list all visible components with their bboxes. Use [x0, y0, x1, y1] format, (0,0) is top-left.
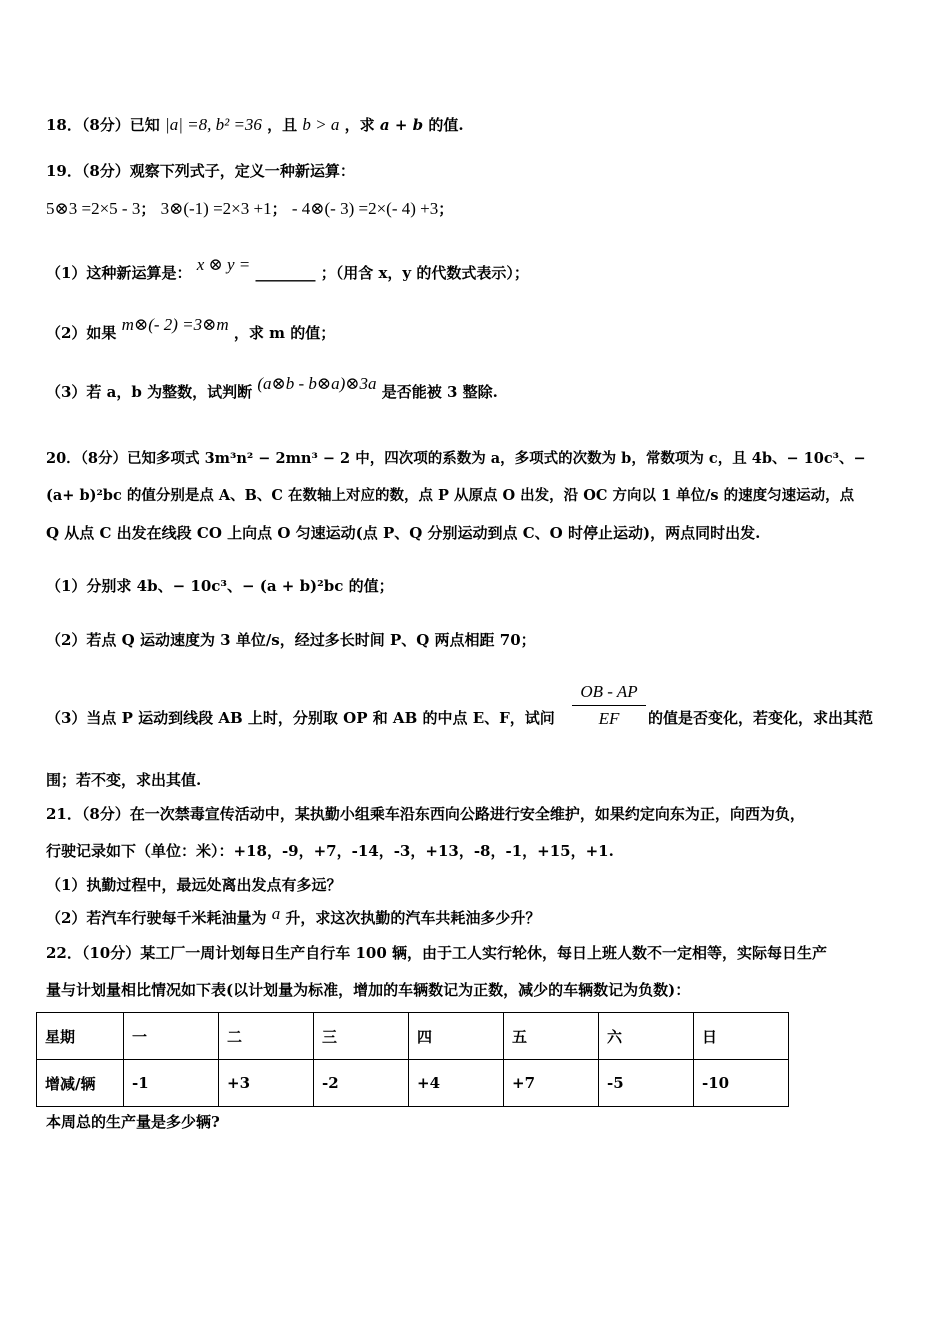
q21-part-2 [46, 904, 541, 929]
table-cell: 五 [504, 1013, 599, 1060]
table-cell: -10 [694, 1060, 789, 1107]
q18-condition-1: |a| =8, b² =36 [165, 115, 262, 134]
q19-p1-label: （1）这种新运算是： [46, 264, 192, 282]
q21-line-1: 21．（8分）在一次禁毒宣传活动中，某执勤小组乘车沿东西向公路进行安全维护，如果约定向东为正，向西为负， [46, 805, 805, 823]
q19-p1-expression: x ⊗ y = [196, 255, 251, 274]
q21-line-2: 行驶记录如下（单位：米）：+18，-9，+7，-14，-3，+13，-8，-1，+15，+1. [46, 842, 614, 860]
q22-question: 本周总的生产量是多少辆? [46, 1113, 220, 1131]
q20-part-3-a: （3）当点 P 运动到线段 AB 上时，分别取 OP 和 AB 的中点 E、F，试问 [46, 709, 555, 727]
q19-sep-1: ； [140, 200, 156, 218]
q20-part-2: （2）若点 Q 运动速度为 3 单位/s，经过多长时间 P、Q 两点相距 70； [46, 631, 536, 649]
q18-lead: 18．（8分）已知 [46, 116, 160, 134]
q19-part-3 [46, 374, 498, 403]
q18-line [46, 114, 464, 136]
q19-p2-expression: m⊗(- 2) =3⊗m [121, 315, 229, 334]
q18-mid: ，且 [267, 116, 298, 134]
q19-example-3: - 4⊗(- 3) =2×(- 4) +3 [291, 199, 439, 218]
q19-p1-blank: ________ [255, 264, 316, 282]
q20-fraction-numerator: OB - AP [572, 682, 646, 706]
q21-p2-label: （2）若汽车行驶每千米耗油量为 [46, 909, 267, 927]
q21-p2-tail: 升，求这次执勤的汽车共耗油多少升？ [285, 909, 541, 927]
table-cell: 四 [409, 1013, 504, 1060]
table-cell: 三 [314, 1013, 409, 1060]
q20-fraction-denominator: EF [598, 709, 620, 728]
table-cell: 二 [219, 1013, 314, 1060]
q18-mid2: ，求 [344, 116, 375, 134]
q20-line-1: 20．（8分）已知多项式 3m³n² − 2mn³ − 2 中，四次项的系数为 a，多项式的次数为 b，常数项为 c，且 4b、− 10c³、− [46, 450, 866, 467]
table-cell: 增减/辆 [37, 1060, 124, 1107]
q19-part-1 [46, 255, 529, 284]
q21-p2-variable: a [271, 904, 281, 923]
q19-lead: 19．（8分）观察下列式子，定义一种新运算： [46, 162, 355, 180]
table-cell: -1 [124, 1060, 219, 1107]
table-cell: +4 [409, 1060, 504, 1107]
q19-p3-label: （3）若 a，b 为整数，试判断 [46, 383, 253, 401]
table-cell: +3 [219, 1060, 314, 1107]
q19-p3-expression: (a⊗b - b⊗a)⊗3a [257, 374, 377, 393]
q20-line-3: Q 从点 C 出发在线段 CO 上向点 O 匀速运动(点 P、Q 分别运动到点 C、O 时停止运动)，两点同时出发. [46, 524, 761, 542]
table-cell: -5 [599, 1060, 694, 1107]
table-row-weekday [37, 1013, 789, 1060]
table-cell: +7 [504, 1060, 599, 1107]
q19-sep-2: ； [271, 200, 287, 218]
q19-example-1: 5⊗3 =2×5 - 3 [46, 199, 141, 218]
q19-p3-tail: 是否能被 3 整除. [381, 383, 498, 401]
q19-part-2 [46, 315, 336, 344]
table-cell: 日 [694, 1013, 789, 1060]
q20-part-3-b: 的值是否变化，若变化，求出其范 [648, 709, 874, 727]
table-cell: -2 [314, 1060, 409, 1107]
q22-line-1: 22．（10分）某工厂一周计划每日生产自行车 100 辆，由于工人实行轮休，每日上班人数不一定相等，实际每日生产 [46, 944, 828, 962]
table-cell: 六 [599, 1013, 694, 1060]
q22-table [36, 1012, 789, 1107]
table-cell: 星期 [37, 1013, 124, 1060]
q18-tail: 的值. [428, 116, 464, 134]
q20-line-2: (a+ b)²bc 的值分别是点 A、B、C 在数轴上对应的数，点 P 从原点 O 出发，沿 OC 方向以 1 单位/s 的速度匀速运动，点 [46, 487, 855, 504]
q20-part-3-c: 围；若不变，求出其值. [46, 771, 202, 789]
q20-fraction [572, 682, 646, 729]
q19-p2-tail: ，求 m 的值； [233, 324, 336, 342]
q19-sep-3: ； [438, 200, 454, 218]
table-cell: 一 [124, 1013, 219, 1060]
q19-example-2: 3⊗(-1) =2×3 +1 [160, 199, 272, 218]
q18-expression: a + b [379, 116, 424, 134]
q20-part-1: （1）分别求 4b、− 10c³、− (a + b)²bc 的值； [46, 577, 394, 595]
q18-condition-2: b > a [302, 115, 340, 134]
q19-p1-hint: ；（用含 x，y 的代数式表示）； [320, 264, 529, 282]
q19-p2-label: （2）如果 [46, 324, 117, 342]
q21-part-1: （1）执勤过程中，最远处离出发点有多远？ [46, 876, 342, 894]
q19-examples [46, 198, 453, 220]
table-row-change [37, 1060, 789, 1107]
q22-line-2: 量与计划量相比情况如下表(以计划量为标准，增加的车辆数记为正数，减少的车辆数记为负数)： [46, 981, 691, 999]
